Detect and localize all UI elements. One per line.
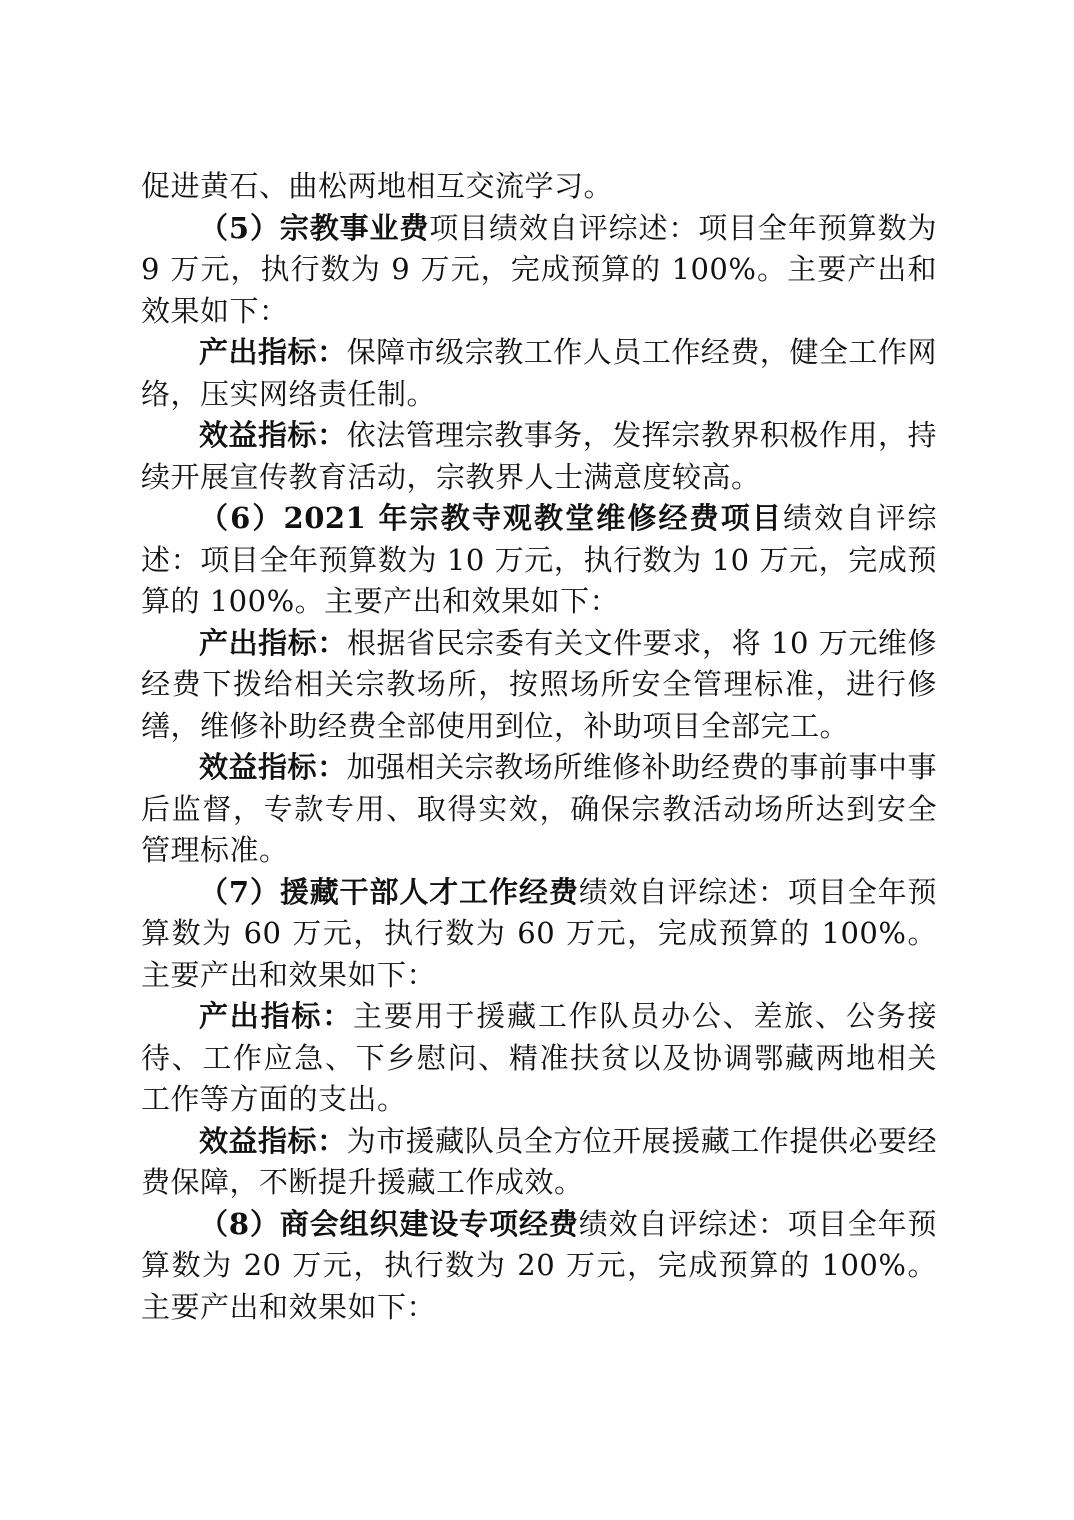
- paragraph-benefit-indicator: [141, 1121, 937, 1204]
- paragraph-heading: （8）商会组织建设专项经费: [199, 1206, 579, 1241]
- paragraph-text: 绩效自评综述：项目全年预算数为 10 万元，执行数为 10 万元，完成预算的 100%。主要产出和效果如下：: [141, 501, 937, 618]
- paragraph-tibet-aid-cadre-fund: [141, 872, 937, 997]
- paragraph-text: 促进黄石、曲松两地相互交流学习。: [141, 169, 614, 203]
- paragraph-output-indicator: [141, 996, 937, 1121]
- paragraph-heading: 产出指标：: [199, 625, 347, 660]
- paragraph-text: 保障市级宗教工作人员工作经费，健全工作网络，压实网络责任制。: [141, 335, 937, 411]
- paragraph-temple-repair-fund: [141, 498, 937, 623]
- paragraph-text: 为市援藏队员全方位开展援藏工作提供必要经费保障，不断提升援藏工作成效。: [141, 1123, 937, 1199]
- paragraph-text: 依法管理宗教事务，发挥宗教界积极作用，持续开展宣传教育活动，宗教界人士满意度较高。: [141, 418, 937, 494]
- paragraph-heading: 效益指标：: [199, 418, 347, 452]
- paragraph-output-indicator: [141, 623, 937, 748]
- paragraph: [141, 166, 937, 208]
- paragraph-text: 主要用于援藏工作队员办公、差旅、公务接待、工作应急、下乡慰问、精准扶贫以及协调鄂藏两地相关工作等方面的支出。: [141, 999, 937, 1116]
- paragraph-heading: （7）援藏干部人才工作经费: [199, 874, 579, 909]
- paragraph-text: 项目绩效自评综述：项目全年预算数为 9 万元，执行数为 9 万元，完成预算的 100%。主要产出和效果如下：: [141, 210, 937, 328]
- paragraph-heading: 产出指标：: [199, 335, 347, 369]
- paragraph-text: 绩效自评综述：项目全年预算数为 60 万元，执行数为 60 万元，完成预算的 100%。主要产出和效果如下：: [141, 874, 937, 992]
- paragraph-religious-affairs-fee: [141, 208, 937, 333]
- paragraph-benefit-indicator: [141, 747, 937, 872]
- paragraph-heading: 效益指标：: [199, 750, 347, 784]
- document-body: [141, 166, 937, 1328]
- paragraph-heading: （6）2021 年宗教寺观教堂维修经费项目: [199, 501, 783, 535]
- paragraph-text: 绩效自评综述：项目全年预算数为 20 万元，执行数为 20 万元，完成预算的 100%。主要产出和效果如下：: [141, 1206, 937, 1324]
- paragraph-heading: 效益指标：: [199, 1123, 347, 1158]
- paragraph-text: 根据省民宗委有关文件要求，将 10 万元维修经费下拨给相关宗教场所，按照场所安全管理标准，进行修缮，维修补助经费全部使用到位，补助项目全部完工。: [141, 625, 937, 743]
- paragraph-heading: （5）宗教事业费: [199, 210, 430, 245]
- paragraph-chamber-of-commerce-fund: [141, 1204, 937, 1329]
- paragraph-heading: 产出指标：: [199, 999, 354, 1033]
- paragraph-benefit-indicator: [141, 415, 937, 498]
- paragraph-output-indicator: [141, 332, 937, 415]
- paragraph-text: 加强相关宗教场所维修补助经费的事前事中事后监督，专款专用、取得实效，确保宗教活动场所达到安全管理标准。: [141, 750, 937, 867]
